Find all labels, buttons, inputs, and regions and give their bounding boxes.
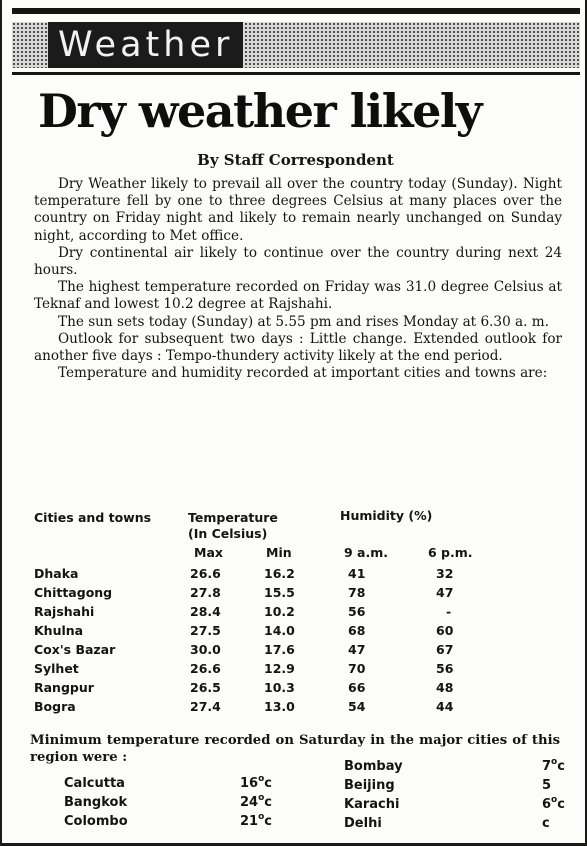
banner-top-rule bbox=[12, 8, 580, 14]
degree-symbol: o bbox=[258, 812, 265, 822]
minimum-intro: Minimum temperature recorded on Saturday in the major cities of this region were : bbox=[30, 733, 560, 765]
minimum-value: 24 bbox=[240, 795, 259, 810]
header-min: Min bbox=[266, 545, 292, 560]
minimum-right-list bbox=[344, 759, 584, 839]
minimum-city-temperature bbox=[542, 797, 565, 812]
table-cell-value: 54 bbox=[348, 699, 366, 714]
minimum-value: 7 bbox=[542, 759, 552, 774]
byline: By Staff Correspondent bbox=[197, 151, 394, 169]
headline: Dry weather likely bbox=[38, 84, 482, 138]
table-cell-value: 12.9 bbox=[264, 661, 295, 676]
section-banner bbox=[12, 8, 580, 76]
minimum-unit: c bbox=[542, 816, 550, 831]
minimum-city-name: Delhi bbox=[344, 816, 382, 831]
header-max: Max bbox=[194, 545, 223, 560]
table-cell-value: 56 bbox=[348, 604, 366, 619]
table-cell-value: 14.0 bbox=[264, 623, 295, 638]
weather-table bbox=[34, 504, 574, 724]
minimum-value: 21 bbox=[240, 814, 259, 829]
minimum-city-name: Colombo bbox=[64, 814, 128, 829]
minimum-city-temperature bbox=[542, 759, 565, 774]
table-cell-city: Bogra bbox=[34, 699, 76, 714]
table-cell-value: 17.6 bbox=[264, 642, 295, 657]
minimum-city-temperature bbox=[240, 795, 272, 810]
header-humidity: Humidity (%) bbox=[340, 508, 433, 523]
paragraph: Outlook for subsequent two days : Little change. Extended outlook for another five days : Tempo-thundery activity likely at the end period. bbox=[34, 330, 562, 365]
table-cell-city: Rajshahi bbox=[34, 604, 95, 619]
table-cell-value: 16.2 bbox=[264, 566, 295, 581]
table-cell-value: 70 bbox=[348, 661, 366, 676]
table-cell-value: 47 bbox=[348, 642, 366, 657]
minimum-city-name: Bombay bbox=[344, 759, 403, 774]
table-cell-city: Dhaka bbox=[34, 566, 79, 581]
minimum-unit: c bbox=[557, 797, 565, 812]
minimum-unit: c bbox=[264, 814, 272, 829]
table-cell-city: Chittagong bbox=[34, 585, 113, 600]
table-cell-city: Sylhet bbox=[34, 661, 79, 676]
paragraph: The sun sets today (Sunday) at 5.55 pm and rises Monday at 6.30 a. m. bbox=[58, 313, 550, 330]
banner-bottom-rule bbox=[12, 72, 580, 75]
paragraph: Dry continental air likely to continue over the country during next 24 hours. bbox=[34, 244, 562, 279]
table-cell-value: 10.3 bbox=[264, 680, 295, 695]
degree-symbol: o bbox=[258, 774, 265, 784]
minimum-value: 6 bbox=[542, 797, 552, 812]
table-cell-value: - bbox=[446, 604, 452, 619]
table-cell-value: 68 bbox=[348, 623, 366, 638]
table-cell-value: 47 bbox=[436, 585, 454, 600]
minimum-city-temperature bbox=[542, 816, 550, 831]
header-6pm: 6 p.m. bbox=[428, 545, 473, 560]
table-cell-value: 27.8 bbox=[190, 585, 221, 600]
table-cell-value: 26.6 bbox=[190, 661, 221, 676]
table-cell-city: Rangpur bbox=[34, 680, 94, 695]
minimum-city-temperature bbox=[240, 814, 272, 829]
minimum-unit: c bbox=[557, 759, 565, 774]
minimum-city-temperature bbox=[542, 778, 551, 793]
degree-symbol: o bbox=[258, 793, 265, 803]
table-cell-value: 60 bbox=[436, 623, 454, 638]
degree-symbol: o bbox=[551, 795, 558, 805]
table-cell-value: 44 bbox=[436, 699, 454, 714]
minimum-unit: c bbox=[264, 776, 272, 791]
table-cell-value: 66 bbox=[348, 680, 366, 695]
minimum-value: 5 bbox=[542, 778, 552, 793]
header-temperature-unit: (In Celsius) bbox=[188, 526, 268, 541]
table-cell-value: 32 bbox=[436, 566, 454, 581]
table-cell-city: Khulna bbox=[34, 623, 84, 638]
section-label: Weather bbox=[48, 22, 243, 68]
table-cell-value: 27.5 bbox=[190, 623, 221, 638]
paragraph: Temperature and humidity recorded at important cities and towns are: bbox=[58, 365, 548, 382]
table-cell-value: 15.5 bbox=[264, 585, 295, 600]
minimum-city-name: Bangkok bbox=[64, 795, 128, 810]
table-cell-value: 41 bbox=[348, 566, 366, 581]
table-cell-value: 48 bbox=[436, 680, 454, 695]
table-cell-value: 10.2 bbox=[264, 604, 295, 619]
table-cell-value: 27.4 bbox=[190, 699, 221, 714]
table-cell-value: 56 bbox=[436, 661, 454, 676]
table-cell-value: 26.5 bbox=[190, 680, 221, 695]
minimum-city-temperature bbox=[240, 776, 272, 791]
paragraph: Dry Weather likely to prevail all over the country today (Sunday). Night temperature fell by one to three degrees Celsius at many places over the country on Friday night and likely to remain nearly unchanged on Sunday night, according to Met office. bbox=[34, 176, 562, 244]
table-cell-value: 30.0 bbox=[190, 642, 221, 657]
minimum-left-list bbox=[64, 776, 304, 836]
header-9am: 9 a.m. bbox=[344, 545, 389, 560]
table-cell-value: 13.0 bbox=[264, 699, 295, 714]
minimum-city-name: Calcutta bbox=[64, 776, 125, 791]
minimum-value: 16 bbox=[240, 776, 259, 791]
article-body bbox=[34, 176, 562, 382]
table-cell-value: 26.6 bbox=[190, 566, 221, 581]
table-cell-city: Cox's Bazar bbox=[34, 642, 116, 657]
header-cities: Cities and towns bbox=[34, 510, 152, 525]
header-temperature: Temperature bbox=[188, 510, 278, 525]
table-cell-value: 78 bbox=[348, 585, 366, 600]
table-cell-value: 67 bbox=[436, 642, 454, 657]
paragraph: The highest temperature recorded on Friday was 31.0 degree Celsius at Teknaf and lowest 10.2 degree at Rajshahi. bbox=[34, 279, 562, 313]
degree-symbol: o bbox=[551, 757, 558, 767]
table-cell-value: 28.4 bbox=[190, 604, 221, 619]
minimum-city-name: Karachi bbox=[344, 797, 400, 812]
minimum-unit: c bbox=[264, 795, 272, 810]
minimum-city-name: Beijing bbox=[344, 778, 395, 793]
